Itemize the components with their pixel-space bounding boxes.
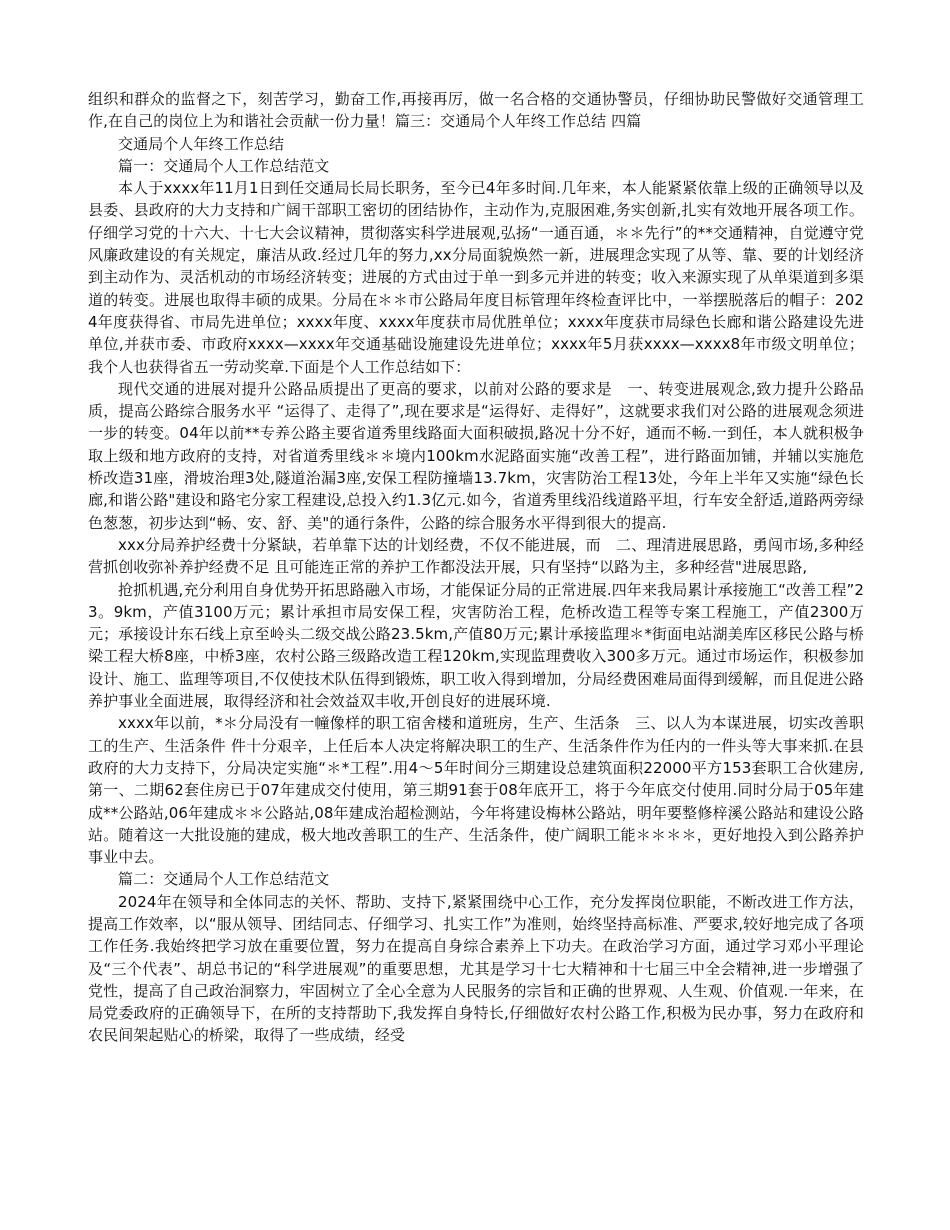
- article-title: 交通局个人年终工作总结: [118, 134, 285, 153]
- document-body: [88, 88, 864, 1047]
- paragraph-point-one: 现代交通的进展对提升公路品质提出了更高的要求，以前对公路的要求是 一、转变进展观念,致力提升公路品质，提高公路综合服务水平 “运得了、走得了”,现在要求是“运得好、走得好”，这就要求我们对公路的进展观念须进一步的转变。04年以前**专养公路主要省道秀里线路面大面积破损,路况十分不好，通而不畅.一到任，本人就积极争取上级和地方政府的支持，对省道秀里线＊＊境内100km水泥路面实施“改善工程”，进行路面加铺，并辅以实施危桥改造31座，滑坡治理3处,隧道治漏3座,安保工程防撞墙13.7km，灾害防治工程13处，今年上半年又实施“绿色长廊,和谐公路"建设和路宅分家工程建设,总投入约1.3亿元.如今，省道秀里线沿线道路平坦，行车安全舒适,道路两旁绿色葱葱，初步达到“畅、安、舒、美"的通行条件，公路的综合服务水平得到很大的提高.: [88, 379, 864, 532]
- paragraph-continuation: 组织和群众的监督之下，刻苦学习，勤奋工作,再接再厉，做一名合格的交通协警员，仔细协助民警做好交通管理工作,在自己的岗位上为和谐社会贡献一份力量！篇三：交通局个人年终工作总结 四篇: [88, 90, 864, 131]
- paragraph-point-three: xxxx年以前，*＊分局没有一幢像样的职工宿舍楼和道班房，生产、生活条 三、以人为本谋进展，切实改善职工的生产、生活条件 件十分艰辛，上任后本人决定将解决职工的生产、生活条件作为任内的一件头等大事来抓.在县政府的大力支持下，分局决定实施“＊*工程”.用4～5年时间分三期建设总建筑面积22000平方153套职工合伙建房,第一、二期62套住房已于07年建成交付使用，第三期91套于08年底开工，将于今年底交付使用.同时分局于05年建成**公路站,06年建成＊＊公路站,08年建成治超检测站，今年将建设梅林公路站，明年要整修梓溪公路站和建设公路站。随着这一大批设施的建成，极大地改善职工的生产、生活条件，使广阔职工能＊＊＊＊，更好地投入到公路养护事业中去。: [88, 714, 864, 867]
- paragraph-point-two-continued: 抢抓机遇,充分利用自身优势开拓思路融入市场，才能保证分局的正常进展.四年来我局累计承接施工“改善工程”23。9km，产值3100万元；累计承担市局安保工程，灾害防治工程，危桥改造工程等专案工程施工，产值2300万元；承接设计东石线上京至岭头二级交战公路23.5km,产值80万元;累计承接监理＊*街面电站湖美库区移民公路与桥梁工程大桥8座，中桥3座，农村公路三级路改造工程120km,实现监理费收入300多万元。通过市场运作，积极参加设计、施工、监理等项目,不仅使技术队伍得到锻炼，职工收入得到增加，分局经费困难局面得到缓解，而且促进公路养护事业全面进展，取得经济和社会效益双丰收,开创良好的进展环境.: [88, 580, 864, 711]
- paragraph-introduction: 本人于xxxx年11月1日到任交通局长局长职务，至今已4年多时间.几年来，本人能紧紧依靠上级的正确领导以及县委、县政府的大力支持和广阔干部职工密切的团结协作，主动作为,克服困难,务实创新,扎实有效地开展各项工作。仔细学习党的十六大、十七大会议精神，贯彻落实科学进展观,弘扬“一通百通，＊＊先行”的**交通精神，自觉遵守党风廉政建设的有关规定，廉洁从政.经过几年的努力,xx分局面貌焕然一新，进展理念实现了从等、靠、要的计划经济到主动作为、灵活机动的市场经济转变；进展的方式由过于单一到多元并进的转变；收入来源实现了从单渠道到多渠道的转变。进展也取得丰硕的成果。分局在＊＊市公路局年度目标管理年终检查评比中，一举摆脱落后的帽子：2024年度获得省、市局先进单位；xxxx年度、xxxx年度获市局优胜单位；xxxx年度获市局绿色长廊和谐公路建设先进单位,并获市委、市政府xxxx—xxxx年交通基础设施建设先进单位；xxxx年5月获xxxx—xxxx8年市级文明单位；我个人也获得省五一劳动奖章.下面是个人工作总结如下：: [88, 179, 864, 376]
- section-heading-part-one: 篇一：交通局个人工作总结范文: [118, 156, 330, 175]
- paragraph-point-two: xxx分局养护经费十分紧缺，若单靠下达的计划经费，不仅不能进展，而 二、理清进展思路，勇闯市场,多种经营抓创收弥补养护经费不足 且可能连正常的养护工作都没法开展，只有坚持“以路为主，多种经营"进展思路,: [88, 535, 864, 577]
- section-heading-part-two: 篇二：交通局个人工作总结范文: [118, 870, 330, 889]
- paragraph-part-two-body: 2024年在领导和全体同志的关怀、帮助、支持下,紧紧围绕中心工作，充分发挥岗位职能，不断改进工作方法，提高工作效率，以“服从领导、团结同志、仔细学习、扎实工作”为准则，始终坚持高标准、严要求,较好地完成了各项工作任务.我始终把学习放在重要位置，努力在提高自身综合素养上下功夫。在政治学习方面，通过学习邓小平理论及“三个代表”、胡总书记的“科学进展观”的重要思想，尤其是学习十七大精神和十七届三中全会精神,进一步增强了党性，提高了自己政治洞察力，牢固树立了全心全意为人民服务的宗旨和正确的世界观、人生观、价值观.一年来，在局党委政府的正确领导下，在所的支持帮助下,我发挥自身特长,仔细做好农村公路工作,积极为民办事，努力在政府和农民间架起贴心的桥梁，取得了一些成绩，经受: [88, 892, 864, 1045]
